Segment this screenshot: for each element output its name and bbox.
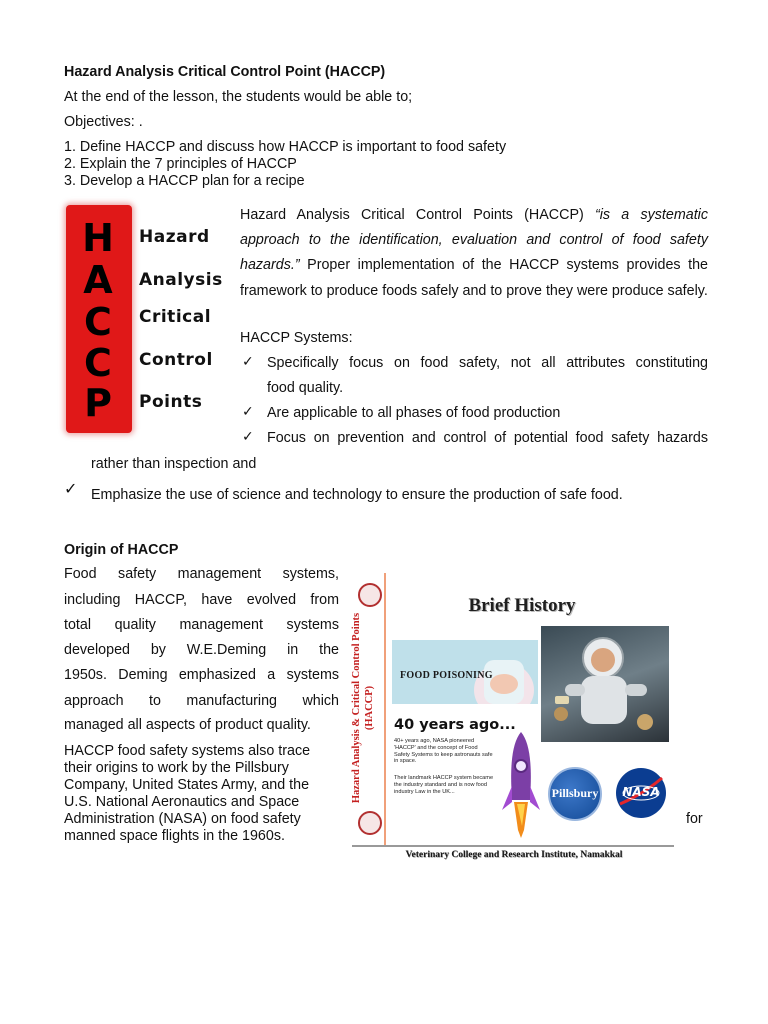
origin-line: their origins to work by the Pillsbury xyxy=(64,760,289,776)
origin-line: Company, United States Army, and the xyxy=(64,777,310,793)
logo-word: Critical xyxy=(139,307,212,327)
origin-line: manned space flights in the 1960s. xyxy=(64,828,285,844)
origin-line: U.S. National Aeronautics and Space xyxy=(64,794,300,810)
origin-line: HACCP food safety systems also trace xyxy=(64,743,311,759)
checkmark-icon: ✓ xyxy=(64,479,78,498)
forty-years-heading: 40 years ago... xyxy=(394,717,516,733)
systems-bullet: Focus on prevention and control of potential food safety hazards xyxy=(267,430,708,446)
logo-word: Analysis xyxy=(139,270,223,290)
origin-line: managed all aspects of product quality. xyxy=(64,717,311,733)
college-seal-icon xyxy=(358,811,382,835)
logo-letter: C xyxy=(84,300,112,344)
objective-item: 1. Define HACCP and discuss how HACCP is important to food safety xyxy=(64,139,507,155)
origin-line: 1950s. Deming emphasized a systems xyxy=(64,667,339,683)
checkmark-icon: ✓ xyxy=(242,354,254,370)
landmark-paragraph: Their landmark HACCP system became the industry standard and is now food industry Law in the UK... xyxy=(394,775,494,795)
document-title: Hazard Analysis Critical Control Point (HACCP) xyxy=(64,64,386,80)
origin-line: Administration (NASA) on food safety xyxy=(64,811,301,827)
astronaut-photo xyxy=(541,626,669,742)
slide-divider xyxy=(352,845,674,847)
intro-text: At the end of the lesson, the students would be able to; xyxy=(64,89,413,105)
slide-title: Brief History xyxy=(468,595,576,616)
logo-letter: A xyxy=(83,258,113,302)
astronaut-graphic xyxy=(541,626,669,742)
pillsbury-logo xyxy=(548,767,602,821)
origin-line: total quality management systems xyxy=(64,617,339,633)
checkmark-icon: ✓ xyxy=(242,404,254,420)
logo-word: Control xyxy=(139,350,213,370)
pillsbury-label: Pillsbury xyxy=(551,786,599,800)
rocket-icon xyxy=(498,730,544,840)
slide-side-title: Hazard Analysis & Critical Control Points (HACCP) xyxy=(351,612,375,804)
nasa-paragraph: 40+ years ago, NASA pioneered 'HACCP' and the concept of Food Safety Systems to keep astronauts safe in space. xyxy=(394,738,493,765)
origin-line: Food safety management systems, xyxy=(64,566,339,582)
origin-line: including HACCP, have evolved from xyxy=(64,592,339,608)
slide-side-banner xyxy=(350,573,386,845)
logo-letter: H xyxy=(82,216,114,260)
haccp-logo-image xyxy=(64,203,230,435)
food-poisoning-label: FOOD POISONING xyxy=(400,670,493,681)
origin-for-word: for xyxy=(686,811,703,827)
objectives-label: Objectives: . xyxy=(64,114,143,130)
logo-word: Hazard xyxy=(139,227,210,247)
logo-letter: C xyxy=(84,341,112,385)
systems-heading: HACCP Systems: xyxy=(240,330,353,346)
slide-footer: Veterinary College and Research Institute, Namakkal xyxy=(405,850,623,860)
systems-bullet: Emphasize the use of science and technology to ensure the production of safe food. xyxy=(91,487,623,503)
nasa-label: NASA xyxy=(622,785,660,799)
definition-lead: Hazard Analysis Critical Control Points (HACCP) xyxy=(240,207,595,223)
definition-quote: “is a systematic approach to the identification, evaluation and control of food safety hazards.” xyxy=(240,207,708,274)
systems-bullet-continued: rather than inspection and xyxy=(91,456,257,472)
objective-item: 3. Develop a HACCP plan for a recipe xyxy=(64,173,305,189)
systems-bullet: Specifically focus on food safety, not all attributes constituting xyxy=(267,355,708,371)
origin-heading: Origin of HACCP xyxy=(64,542,179,558)
origin-line: approach to manufacturing which xyxy=(64,693,339,709)
logo-word: Points xyxy=(139,392,203,412)
haccp-definition xyxy=(240,203,708,304)
systems-bullet-continued: food quality. xyxy=(267,380,344,396)
systems-bullet: Are applicable to all phases of food production xyxy=(267,405,561,421)
food-poisoning-photo xyxy=(392,640,538,704)
checkmark-icon: ✓ xyxy=(242,429,254,445)
nasa-logo xyxy=(616,768,666,818)
definition-rest: Proper implementation of the HACCP systems provides the framework to produce foods safely and to prove they were produce safely. xyxy=(240,257,708,299)
objective-item: 2. Explain the 7 principles of HACCP xyxy=(64,156,297,172)
logo-letter: P xyxy=(84,381,112,425)
brief-history-slide xyxy=(350,573,678,868)
origin-line: developed by W.E.Deming in the xyxy=(64,642,339,658)
